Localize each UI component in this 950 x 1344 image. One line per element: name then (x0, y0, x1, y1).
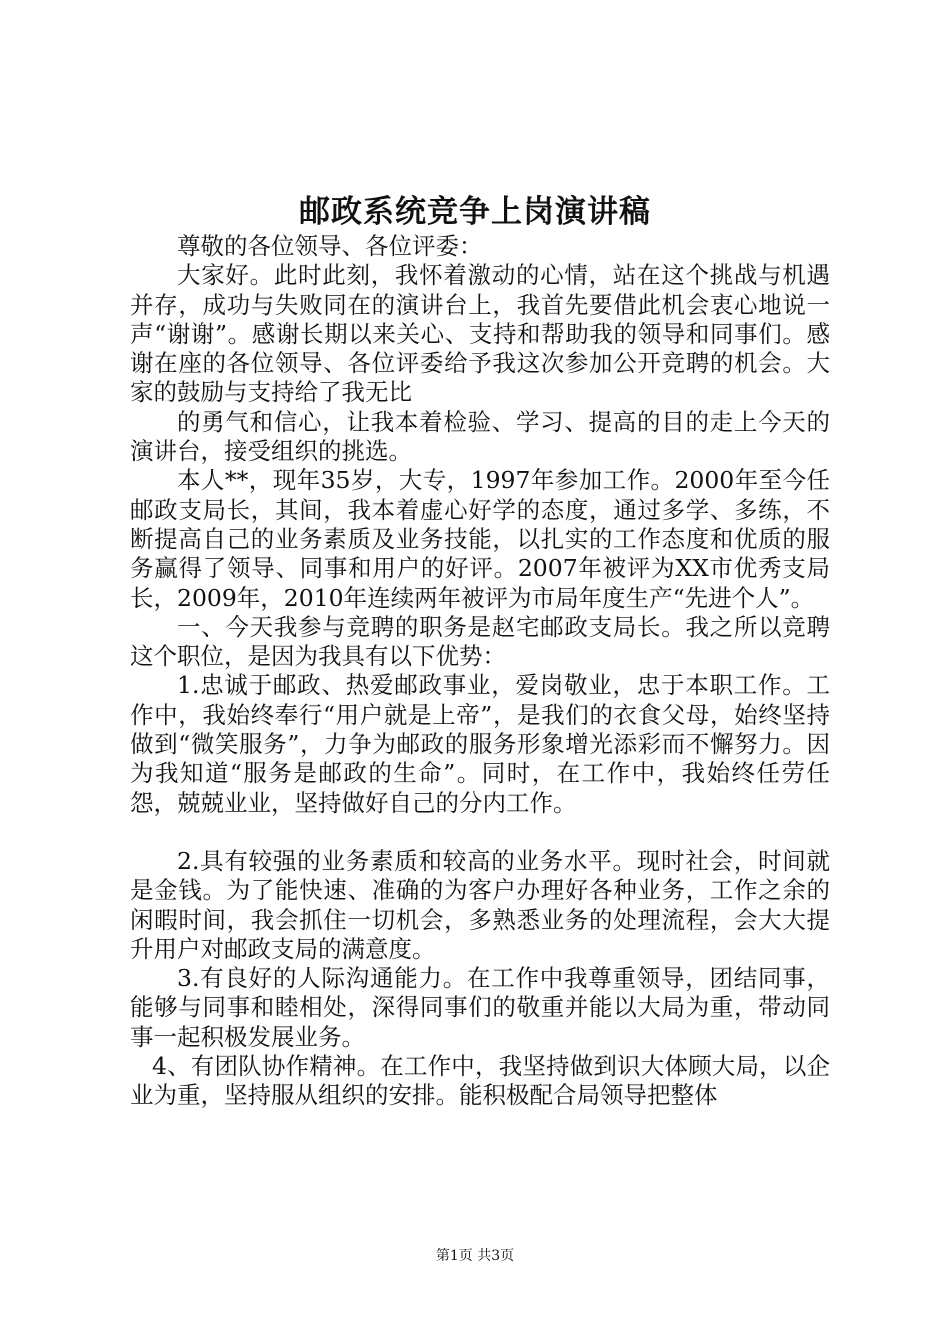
section-heading-paragraph: 一、今天我参与竞聘的职务是赵宅邮政支局长。我之所以竞聘这个职位，是因为我具有以下优势： (130, 612, 830, 671)
body-paragraph: 本人**，现年35岁，大专，1997年参加工作。2000年至今任邮政支局长，其间，我本着虚心好学的态度，通过多学、多练，不断提高自己的业务素质及业务技能，以扎实的工作态度和优质的服务赢得了领导、同事和用户的好评。2007年被评为XX市优秀支局长，2009年，2010年连续两年被评为市局年度生产“先进个人”。 (130, 466, 830, 612)
paragraph-spacer (130, 818, 830, 847)
body-paragraph: 大家好。此时此刻，我怀着激动的心情，站在这个挑战与机遇并存，成功与失败同在的演讲台上，我首先要借此机会衷心地说一声“谢谢”。感谢长期以来关心、支持和帮助我的领导和同事们。感谢在座的各位领导、各位评委给予我这次参加公开竞聘的机会。大家的鼓励与支持给了我无比 (130, 261, 830, 407)
document-body (130, 232, 830, 1111)
document-title: 邮政系统竞争上岗演讲稿 (299, 194, 651, 230)
body-paragraph: 的勇气和信心，让我本着检验、学习、提高的目的走上今天的演讲台，接受组织的挑选。 (130, 407, 830, 466)
list-item-paragraph: 3.有良好的人际沟通能力。在工作中我尊重领导，团结同事，能够与同事和睦相处，深得同事们的敬重并能以大局为重，带动同事一起积极发展业务。 (130, 964, 830, 1051)
list-item-paragraph: 1.忠诚于邮政、热爱邮政事业，爱岗敬业，忠于本职工作。工作中，我始终奉行“用户就是上帝”，是我们的衣食父母，始终坚持做到“微笑服务”，力争为邮政的服务形象增光添彩而不懈努力。因为我知道“服务是邮政的生命”。同时，在工作中，我始终任劳任怨，兢兢业业，坚持做好自己的分内工作。 (130, 671, 830, 817)
page-indicator: 第1页 共3页 (435, 1248, 515, 1264)
list-item-paragraph: 4、有团队协作精神。在工作中，我坚持做到识大体顾大局，以企业为重，坚持服从组织的安排。能积极配合局领导把整体 (130, 1052, 830, 1110)
salutation-paragraph: 尊敬的各位领导、各位评委： (177, 232, 483, 260)
list-item-paragraph: 2.具有较强的业务素质和较高的业务水平。现时社会，时间就是金钱。为了能快速、准确的为客户办理好各种业务，工作之余的闲暇时间，我会抓住一切机会，多熟悉业务的处理流程，会大大提升用户对邮政支局的满意度。 (130, 846, 830, 963)
